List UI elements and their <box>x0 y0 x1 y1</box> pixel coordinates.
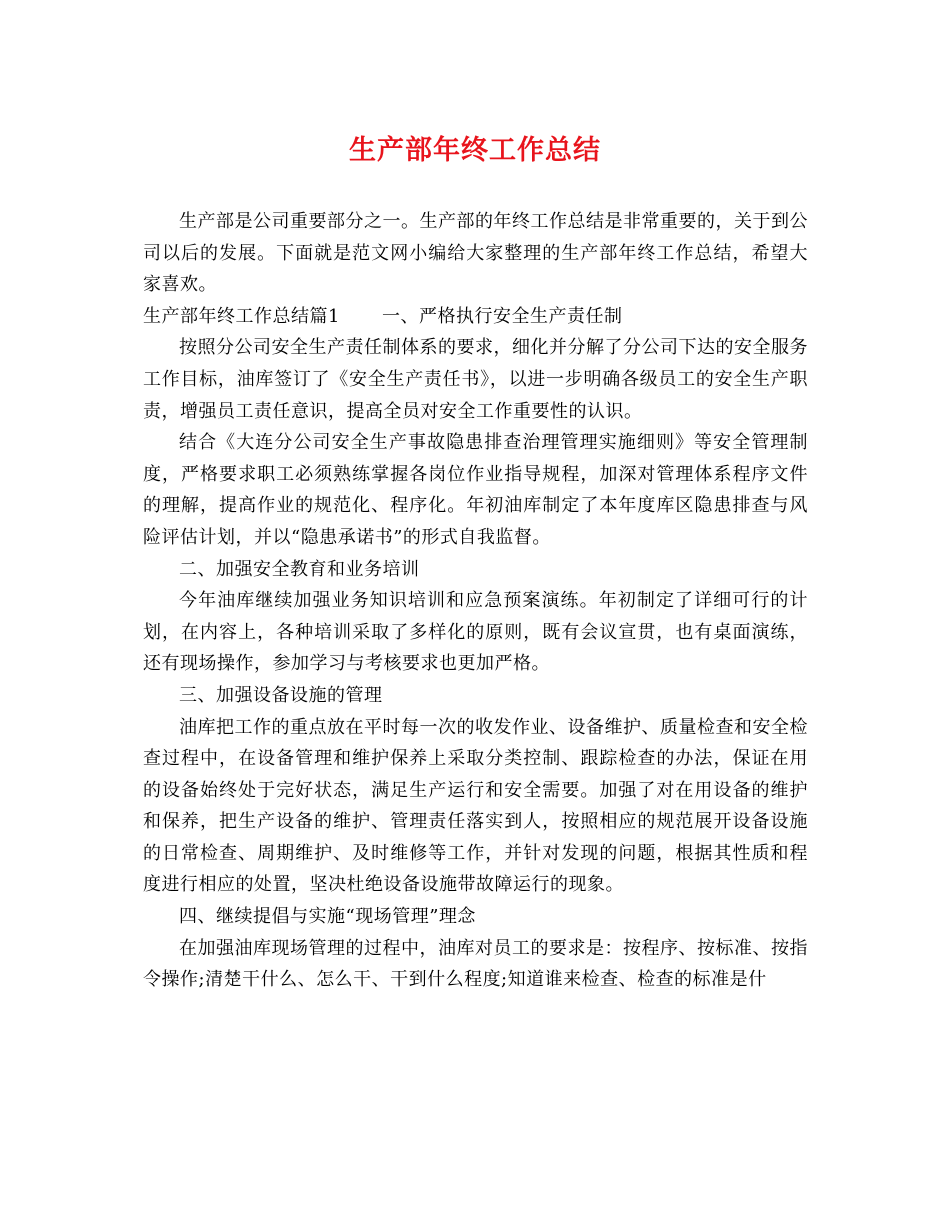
section4-paragraph-1: 在加强油库现场管理的过程中，油库对员工的要求是：按程序、按标准、按指令操作;清楚干什么、怎么干、干到什么程度;知道谁来检查、检查的标准是什 <box>143 937 808 991</box>
document-title: 生产部年终工作总结 <box>349 135 601 166</box>
article-heading-line <box>143 301 808 333</box>
section1-heading: 一、严格执行安全生产责任制 <box>381 305 623 327</box>
section2-heading: 二、加强安全教育和业务培训 <box>179 558 420 580</box>
document-body <box>143 206 808 996</box>
article-heading: 生产部年终工作总结篇1 <box>143 305 340 327</box>
section1-paragraph-2: 结合《大连分公司安全生产事故隐患排查治理管理实施细则》等安全管理制度，严格要求职工必须熟练掌握各岗位作业指导规程，加深对管理体系程序文件的理解，提高作业的规范化、程序化。年初油库制定了本年度库区隐患排查与风险评估计划，并以“隐患承诺书”的形式自我监督。 <box>143 432 808 548</box>
section1-paragraph-1: 按照分公司安全生产责任制体系的要求，细化并分解了分公司下达的安全服务工作目标，油库签订了《安全生产责任书》，以进一步明确各级员工的安全生产职责，增强员工责任意识，提高全员对安全工作重要性的认识。 <box>143 337 808 422</box>
section3-paragraph-1: 油库把工作的重点放在平时每一次的收发作业、设备维护、质量检查和安全检查过程中，在设备管理和维护保养上采取分类控制、跟踪检查的办法，保证在用的设备始终处于完好状态，满足生产运行和安全需要。加强了对在用设备的维护和保养，把生产设备的维护、管理责任落实到人，按照相应的规范展开设备设施的日常检查、周期维护、及时维修等工作，并针对发现的问题，根据其性质和程度进行相应的处置，坚决杜绝设备设施带故障运行的现象。 <box>143 716 808 896</box>
intro-paragraph: 生产部是公司重要部分之一。生产部的年终工作总结是非常重要的，关于到公司以后的发展。下面就是范文网小编给大家整理的生产部年终工作总结，希望大家喜欢。 <box>143 211 808 296</box>
section4-heading: 四、继续提倡与实施“现场管理”理念 <box>179 906 476 928</box>
section2-paragraph-1: 今年油库继续加强业务知识培训和应急预案演练。年初制定了详细可行的计划，在内容上，各种培训采取了多样化的原则，既有会议宣贯，也有桌面演练，还有现场操作，参加学习与考核要求也更加严格。 <box>143 590 808 675</box>
section3-heading: 三、加强设备设施的管理 <box>179 684 383 706</box>
